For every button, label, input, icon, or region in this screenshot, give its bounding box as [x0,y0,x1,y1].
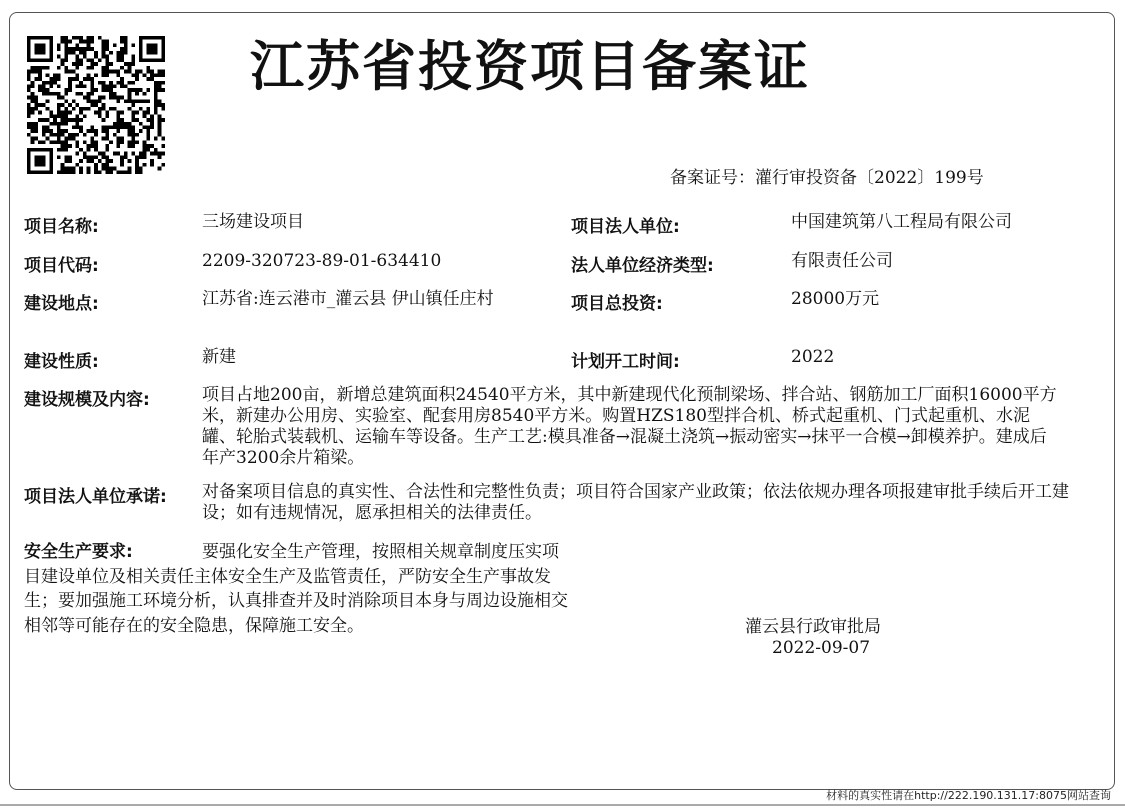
nature-value: 新建 [202,347,236,367]
qr-code-icon [27,36,165,174]
project-name-value: 三场建设项目 [202,212,304,232]
project-code-label: 项目代码: [24,256,99,276]
start-time-label: 计划开工时间: [571,352,680,372]
document-title: 江苏省投资项目备案证 [250,35,810,98]
total-investment-label: 项目总投资: [571,294,663,314]
scale-label: 建设规模及内容: [24,390,150,410]
issuer-name: 灌云县行政审批局 [745,617,881,637]
total-investment-value: 28000万元 [791,289,880,309]
project-name-label: 项目名称: [24,217,99,237]
safety-label: 安全生产要求: [24,542,133,562]
scale-value: 项目占地200亩，新增总建筑面积24540平方米，其中新建现代化预制梁场、拌合站、钢筋加工厂面积16000平方米，新建办公用房、实验室、配套用房8540平方米。购置HZS180型拌合机、桥式起重机、门式起重机、水泥罐、轮胎式装载机、运输车等设备。生产工艺:模具准备→混凝土浇筑→振动密实→抹平一合模→卸模养护。建成后年产3200余片箱梁。 [202,385,1057,468]
economic-type-label: 法人单位经济类型: [571,256,714,276]
nature-label: 建设性质: [24,352,99,372]
safety-value: 要强化安全生产管理，按照相关规章制度压实项目建设单位及相关责任主体安全生产及监管责任，严防安全生产事故发生；要加强施工环境分析，认真排查并及时消除项目本身与周边设施相交相邻等可能存在的安全隐患，保障施工安全。 [24,542,568,636]
start-time-value: 2022 [791,347,835,367]
economic-type-value: 有限责任公司 [791,251,893,271]
bottom-divider [0,804,1125,806]
verification-note: 材料的真实性请在http://222.190.131.17:8075网站查询 [826,789,1111,802]
location-label: 建设地点: [24,294,99,314]
location-value: 江苏省:连云港市_灌云县 伊山镇任庄村 [202,289,494,309]
commitment-value: 对备案项目信息的真实性、合法性和完整性负责；项目符合国家产业政策；依法依规办理各项报建审批手续后开工建设；如有违规情况，愿承担相关的法律责任。 [202,482,1069,523]
legal-entity-value: 中国建筑第八工程局有限公司 [791,212,1012,232]
legal-entity-label: 项目法人单位: [571,217,680,237]
issue-date: 2022-09-07 [772,638,871,658]
record-number: 备案证号：灌行审投资备〔2022〕199号 [670,168,984,188]
project-code-value: 2209-320723-89-01-634410 [202,251,442,271]
commitment-label: 项目法人单位承诺: [24,487,167,507]
